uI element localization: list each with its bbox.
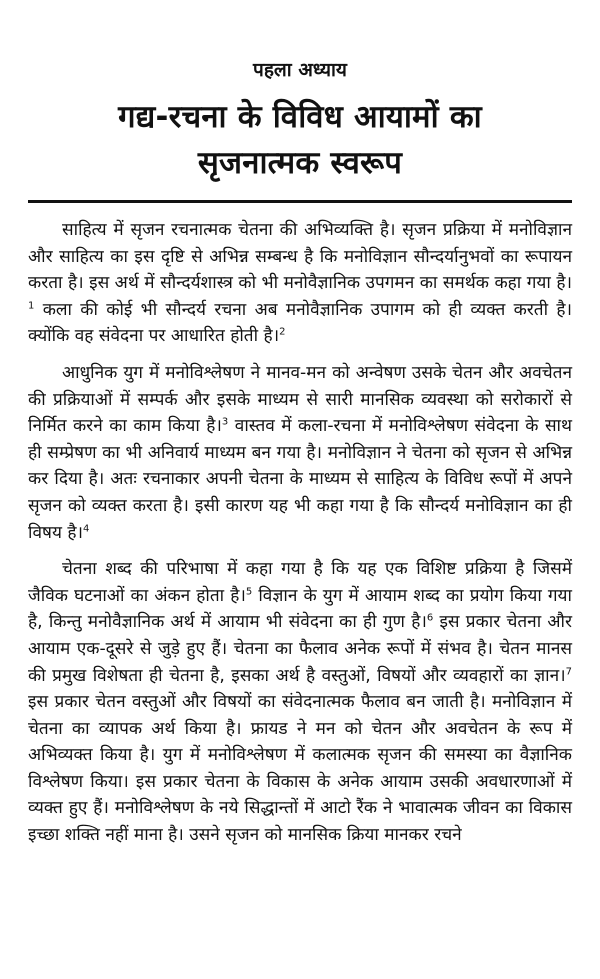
footnote-marker: 7 — [565, 665, 572, 677]
text-run: इस प्रकार चेतना और आयाम एक-दूसरे से जुड़े हुए हैं। चेतना का फैलाव अनेक रूपों में संभव है। चेतन मानस की प्रमुख विशेषता ही चेतना है, इसका अर्थ है वस्तुओं, विषयों और व्यवहारों का ज्ञान। — [28, 612, 573, 686]
footnote-marker: 4 — [83, 522, 90, 534]
footnote-marker: 6 — [426, 612, 434, 624]
footnote-marker: 5 — [245, 585, 253, 597]
footnote-marker: 3 — [221, 416, 229, 428]
text-run: आधुनिक युग में मनोविश्लेषण ने मानव-मन को अन्वेषण उसके चेतन और अवचेतन की प्रक्रियाओं में सम्पर्क और इसके माध्यम से सारी मानसिक व्यवस्था को सरोकारों से निर्मित करने का काम किया है। — [28, 362, 572, 437]
footnote-marker: 1 — [28, 300, 35, 312]
chapter-label: पहला अध्याय — [253, 59, 347, 81]
text-run: चेतना शब्द की परिभाषा में कहा गया है कि यह एक विशिष्ट प्रक्रिया है जिसमें जैविक घटनाओं का अंकन होता है। — [28, 559, 572, 606]
title-divider — [28, 200, 572, 203]
paragraph-2 — [28, 360, 572, 546]
text-run: कला की कोई भी सौन्दर्य रचना अब मनोवैज्ञानिक उपागम को ही व्यक्त करती है। क्योंकि वह संवेदना पर आधारित होती है। — [28, 299, 572, 347]
paragraph-1 — [28, 217, 572, 350]
text-run: विज्ञान के युग में आयाम शब्द का प्रयोग किया गया है, किन्तु मनोवैज्ञानिक अर्थ में आयाम भी संवेदना का ही गुण है। — [28, 585, 572, 633]
paragraph-3 — [28, 556, 572, 849]
footnote-marker: 2 — [279, 326, 286, 338]
chapter-title-line-1: गद्य-रचना के विविध आयामों का — [118, 99, 482, 135]
text-run: इस प्रकार चेतन वस्तुओं और विषयों का संवेदनात्मक फैलाव बन जाती है। मनोविज्ञान में चेतना का व्यापक अर्थ किया है। फ्रायड ने मन को चेतन और अवचेतन के रूप में अभिव्यक्त किया है। युग में मनोविश्लेषण में कलात्मक सृजन की समस्या का वैज्ञानिक विश्लेषण किया। इस प्रकार चेतना के विकास के अनेक आयाम उसकी अवधारणाओं में व्यक्त हुए हैं। मनोविश्लेषण के नये सिद्धान्तों में आटो रैंक ने भावात्मक जीवन का विकास इच्छा शक्ति नहीं माना है। उसने सृजन को मानसिक क्रिया मानकर रचने — [28, 692, 572, 846]
chapter-title-line-2: सृजनात्मक स्वरूप — [197, 145, 403, 181]
text-run: साहित्य में सृजन रचनात्मक चेतना की अभिव्यक्ति है। सृजन प्रक्रिया में मनोविज्ञान और साहित्य का इस दृष्टि से अभिन्न सम्बन्ध है कि मनोविज्ञान सौन्दर्यानुभवों का रूपायन करता है। इस अर्थ में सौन्दर्यशास्त्र को भी मनोवैज्ञानिक उपगमन का समर्थक कहा गया है। — [28, 220, 572, 294]
text-run: वास्तव में कला-रचना में मनोविश्लेषण संवेदना के साथ ही सम्प्रेषण का भी अनिवार्य माध्यम बन गया है। मनोविज्ञान ने चेतना को सृजन से अभिन्न कर दिया है। अतः रचनाकार अपनी चेतना के माध्यम से साहित्य के विविध रूपों में अपने सृजन को व्यक्त करता है। इसी कारण यह भी कहा गया है कि सौन्दर्य मनोविज्ञान का ही विषय है। — [28, 416, 572, 543]
body-text — [28, 217, 572, 849]
